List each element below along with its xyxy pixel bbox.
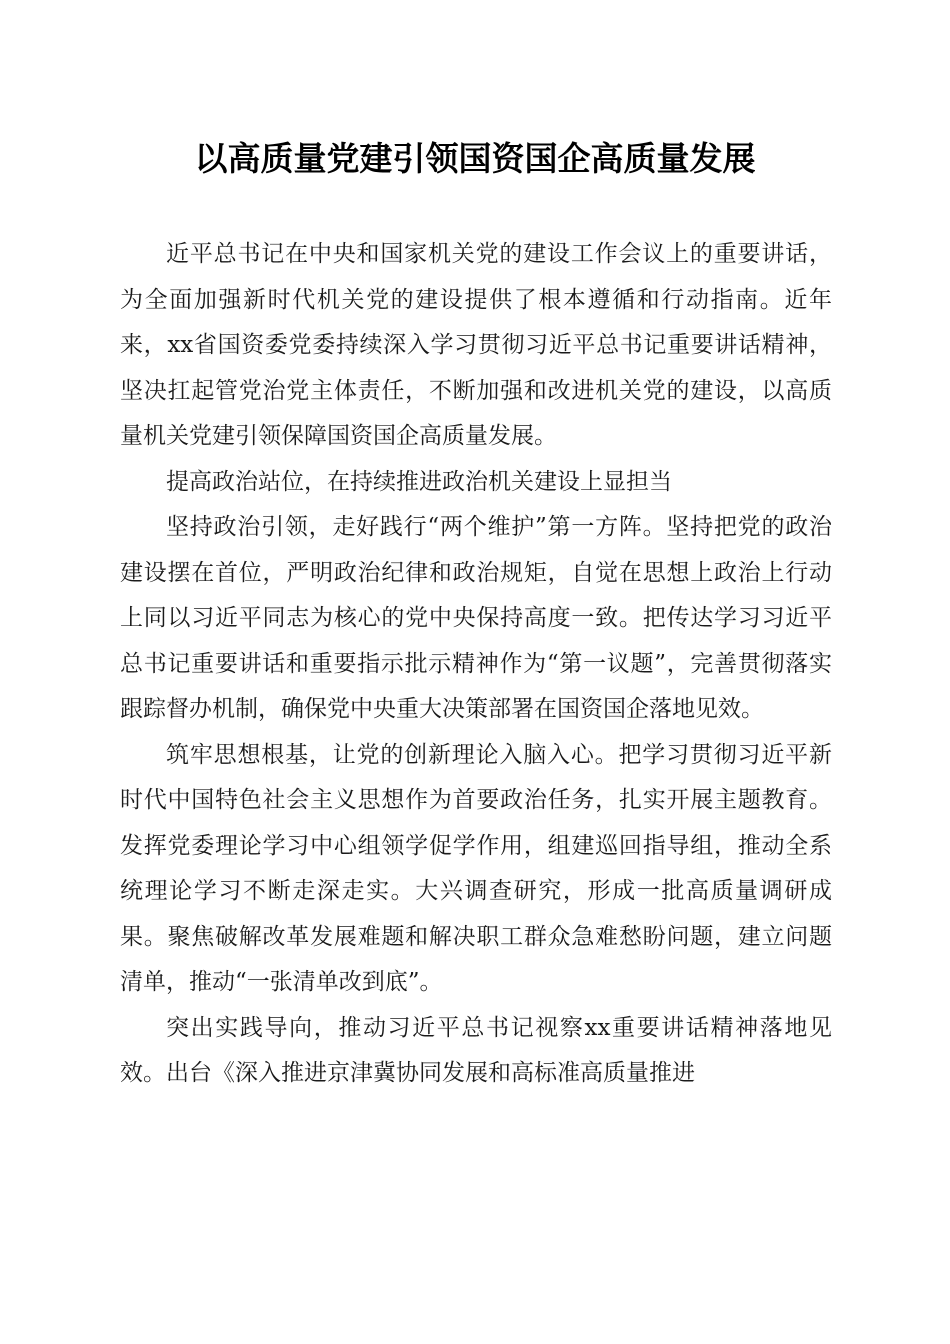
paragraph-ideological-foundation: 筑牢思想根基，让党的创新理论入脑入心。把学习贯彻习近平新时代中国特色社会主义思想作为首要政治任务，扎实开展主题教育。发挥党委理论学习中心组领学促学作用，组建巡回指导组，推动全系统理论学习不断走深走实。大兴调查研究，形成一批高质量调研成果。聚焦破解改革发展难题和解决职工群众急难愁盼问题，建立问题清单，推动“一张清单改到底”。: [120, 741, 832, 995]
paragraph-intro: 近平总书记在中央和国家机关党的建设工作会议上的重要讲话，为全面加强新时代机关党的建设提供了根本遵循和行动指南。近年来，xx省国资委党委持续深入学习贯彻习近平总书记重要讲话精神，坚决扛起管党治党主体责任，不断加强和改进机关党的建设，以高质量机关党建引领保障国资国企高质量发展。: [120, 241, 832, 449]
section-heading: 提高政治站位，在持续推进政治机关建设上显担当: [166, 468, 672, 495]
document-body: [120, 232, 832, 1097]
paragraph-political-leadership: 坚持政治引领，走好践行“两个维护”第一方阵。坚持把党的政治建设摆在首位，严明政治纪律和政治规矩，自觉在思想上政治上行动上同以习近平同志为核心的党中央保持高度一致。把传达学习习近平总书记重要讲话和重要指示批示精神作为“第一议题”，完善贯彻落实跟踪督办机制，确保党中央重大决策部署在国资国企落地见效。: [120, 514, 832, 722]
document-title: 以高质量党建引领国资国企高质量发展: [194, 139, 756, 178]
paragraph-practice-orientation: 突出实践导向，推动习近平总书记视察xx重要讲话精神落地见效。出台《深入推进京津冀协同发展和高标准高质量推进: [120, 1014, 832, 1086]
